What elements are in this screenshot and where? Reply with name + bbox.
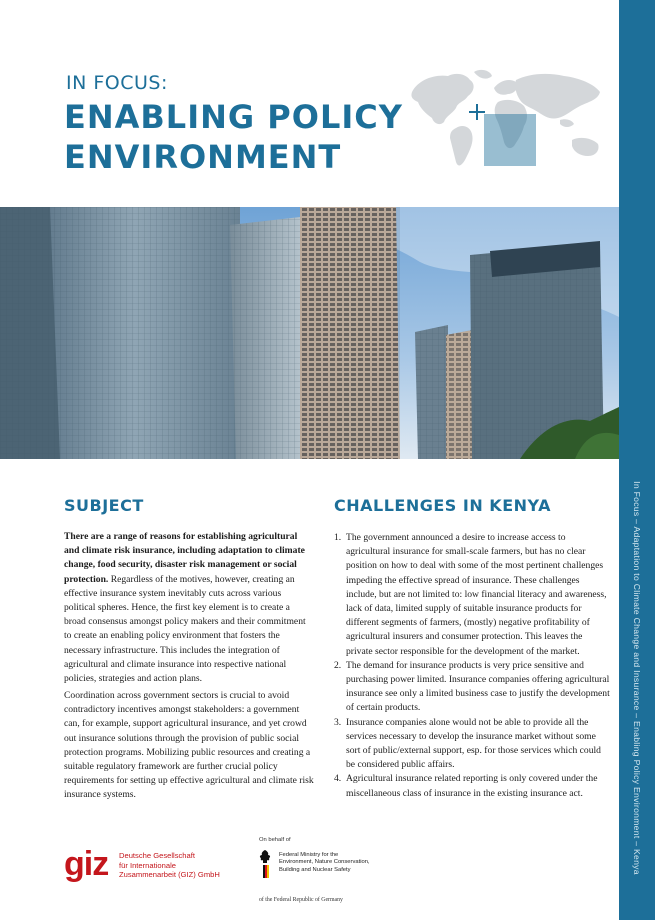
sidebar-caption: In Focus – Adaptation to Climate Change and Insurance – Enabling Policy Environment – Kenya	[632, 481, 642, 875]
city-buildings-photo	[0, 207, 619, 459]
subject-paragraph-1	[64, 530, 314, 686]
giz-logo	[64, 845, 120, 885]
list-item-number: 1.	[334, 532, 342, 543]
challenges-heading: CHALLENGES IN KENYA	[334, 496, 551, 515]
subject-body-text: Regardless of the motives, however, creating an effective insurance system inevitably cuts across various political spheres. Hence, the first key element is to create a broad consensus amongst policy makers and their commitment to create an enabling policy environment that fosters the necessary infrastructure. This includes the integration of agricultural and climate insurance into respective national policies, strategies and action plans.	[64, 573, 306, 685]
republic-label: of the Federal Republic of Germany	[259, 897, 343, 903]
giz-name-line-2: für Internationale	[119, 860, 176, 870]
list-item	[334, 659, 610, 716]
list-item-text: The demand for insurance products is very price sensitive and purchasing power limited. Insurance companies offering agricultural insurance see only a limited business case to justify the development of certain products.	[346, 659, 610, 714]
giz-organisation-name	[119, 851, 220, 880]
subject-paragraph-2: Coordination across government sectors is crucial to avoid contradictory incentives amongst stakeholders: a government can, for example, support agricultural insurance, and yet crowd out insurance solutions through the provision of public social protection programs. Mobilizing public resources and creating a suitable regulatory framework are further crucial policy requirements for setting up effective agricultural and climate risk insurance systems.	[64, 690, 314, 801]
list-item	[334, 772, 610, 800]
ministry-name	[279, 852, 370, 874]
title-line-1: ENABLING POLICY	[64, 98, 403, 136]
subject-lead-text: There are a range of reasons for establishing agricultural and climate risk insurance, including adaptation to climate change, food security, disaster risk management or social protection.	[64, 531, 305, 585]
federal-eagle-icon	[259, 849, 271, 879]
challenges-list	[334, 531, 610, 801]
ministry-line-3: Building and Nuclear Safety	[279, 866, 351, 873]
list-item-text: Insurance companies alone would not be able to provide all the services necessary to develop the insurance market without some sort of public/external support, esp. for those services which could be considered public affairs.	[346, 716, 601, 771]
list-item-number: 3.	[334, 716, 342, 728]
giz-name-line-3: Zusammenarbeit (GIZ) GmbH	[119, 870, 220, 880]
kicker-label: IN FOCUS:	[66, 72, 168, 94]
world-map-icon	[404, 62, 612, 174]
ministry-line-1: Federal Ministry for the	[279, 852, 339, 858]
ministry-line-2: Environment, Nature Conservation,	[279, 859, 370, 866]
list-item-number: 2.	[334, 659, 342, 671]
subject-heading: SUBJECT	[64, 496, 144, 515]
list-item-text: Agricultural insurance related reporting is only covered under the miscellaneous class of insurance in the existing insurance act.	[346, 773, 598, 799]
list-item	[334, 716, 610, 773]
page-title	[64, 97, 403, 177]
giz-name-line-1: Deutsche Gesellschaft	[119, 851, 195, 860]
list-item	[334, 531, 610, 659]
on-behalf-label: On behalf of	[259, 837, 291, 843]
list-item-text: The government announced a desire to increase access to agricultural insurance for small-scale farmers, but has no clear position on how to deal with some of the most pertinent challenges impeding the effective spread of insurance. These challenges include, but are not limited to: low financial literacy and awareness, lack of data, limited supply of suitable insurance products for different segments of farmers, (mostly) negative profitability of agricultural insurers and consumer protection. This leaves the private sector responsible for the development of the market.	[346, 532, 607, 657]
title-line-2: ENVIRONMENT	[64, 138, 342, 176]
list-item-number: 4.	[334, 773, 342, 785]
giz-logo-text: giz	[64, 845, 109, 883]
